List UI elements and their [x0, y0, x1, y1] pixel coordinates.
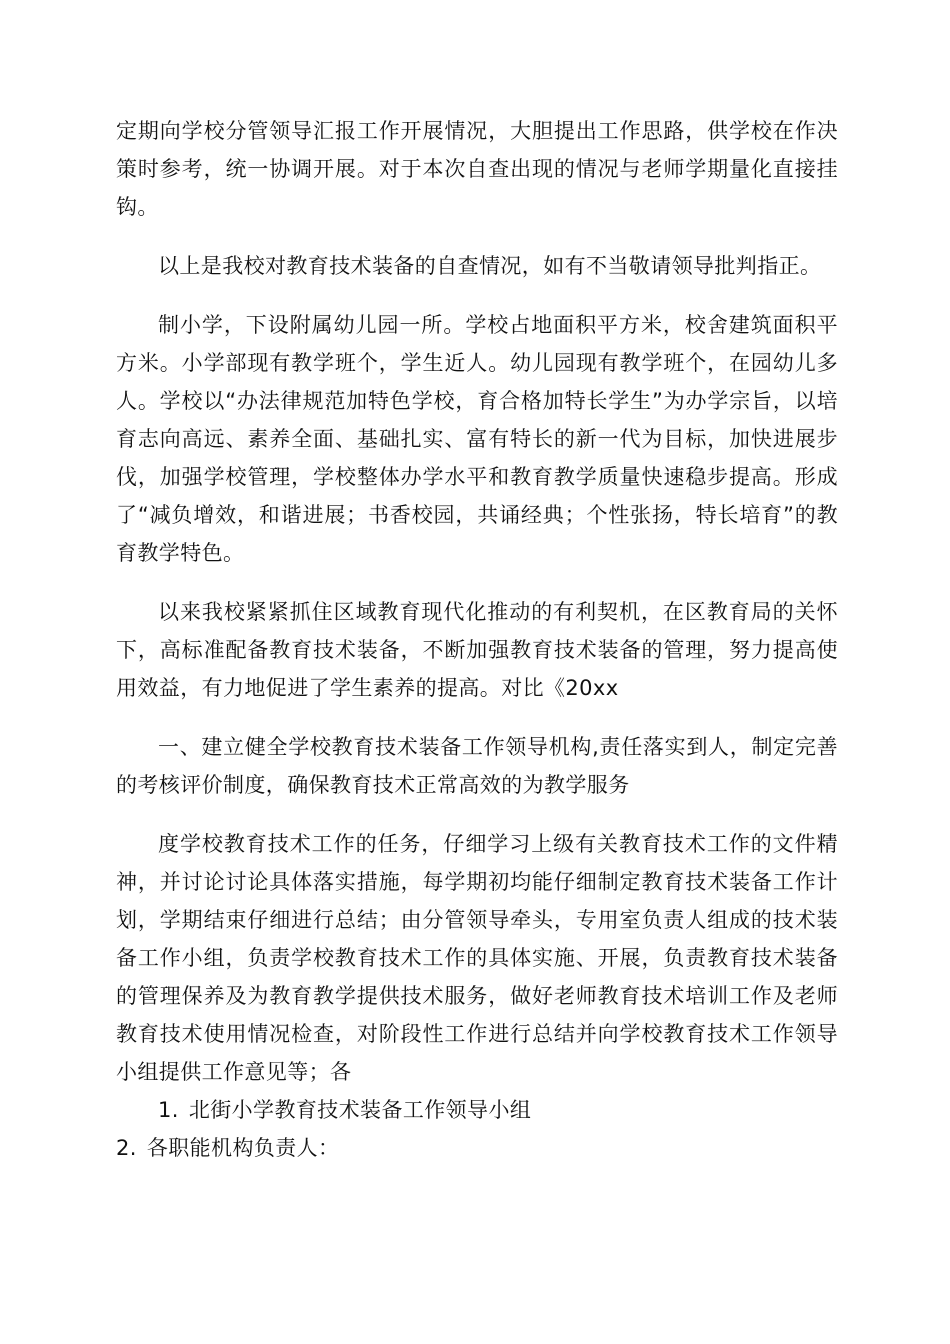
list-text: 北街小学教育技术装备工作领导小组 [188, 1098, 532, 1122]
list-item-2 [116, 1129, 838, 1167]
document-page [116, 112, 838, 1167]
paragraph-continuation: 定期向学校分管领导汇报工作开展情况，大胆提出工作思路，供学校在作决策时参考，统一协调开展。对于本次自查出现的情况与老师学期量化直接挂钩。 [116, 119, 838, 219]
paragraph-school-intro: 制小学，下设附属幼儿园一所。学校占地面积平方米，校舍建筑面积平方米。小学部现有教学班个，学生近人。幼儿园现有教学班个，在园幼儿多人。学校以“办法律规范加特色学校，育合格加特长学生”为办学宗旨，以培育志向高远、素养全面、基础扎实、富有特长的新一代为目标，加快进展步伐，加强学校管理，学校整体办学水平和教育教学质量快速稳步提高。形成了“减负增效，和谐进展；书香校园，共诵经典；个性张扬，特长培育”的教育教学特色。 [116, 313, 838, 565]
list-text: 各职能机构负责人： [146, 1136, 340, 1160]
paragraph-conclusion: 以上是我校对教育技术装备的自查情况，如有不当敬请领导批判指正。 [158, 254, 822, 278]
list-item-1 [116, 1091, 838, 1129]
paragraph-background: 以来我校紧紧抓住区域教育现代化推动的有利契机，在区教育局的关怀下，高标准配备教育技术装备，不断加强教育技术装备的管理，努力提高使用效益，有力地促进了学生素养的提高。对比《20xx [116, 600, 838, 700]
list-number: 2. [116, 1136, 137, 1160]
section-heading-one: 一、建立健全学校教育技术装备工作领导机构,责任落实到人，制定完善的考核评价制度，确保教育技术正常高效的为教学服务 [116, 735, 838, 797]
paragraph-tasks: 度学校教育技术工作的任务，仔细学习上级有关教育技术工作的文件精神，并讨论讨论具体落实措施，每学期初均能仔细制定教育技术装备工作计划，学期结束仔细进行总结；由分管领导牵头，专用室负责人组成的技术装备工作小组，负责学校教育技术工作的具体实施、开展，负责教育技术装备的管理保养及为教育教学提供技术服务，做好老师教育技术培训工作及老师教育技术使用情况检查，对阶段性工作进行总结并向学校教育技术工作领导小组提供工作意见等；各 [116, 832, 838, 1084]
list-number: 1. [158, 1098, 179, 1122]
